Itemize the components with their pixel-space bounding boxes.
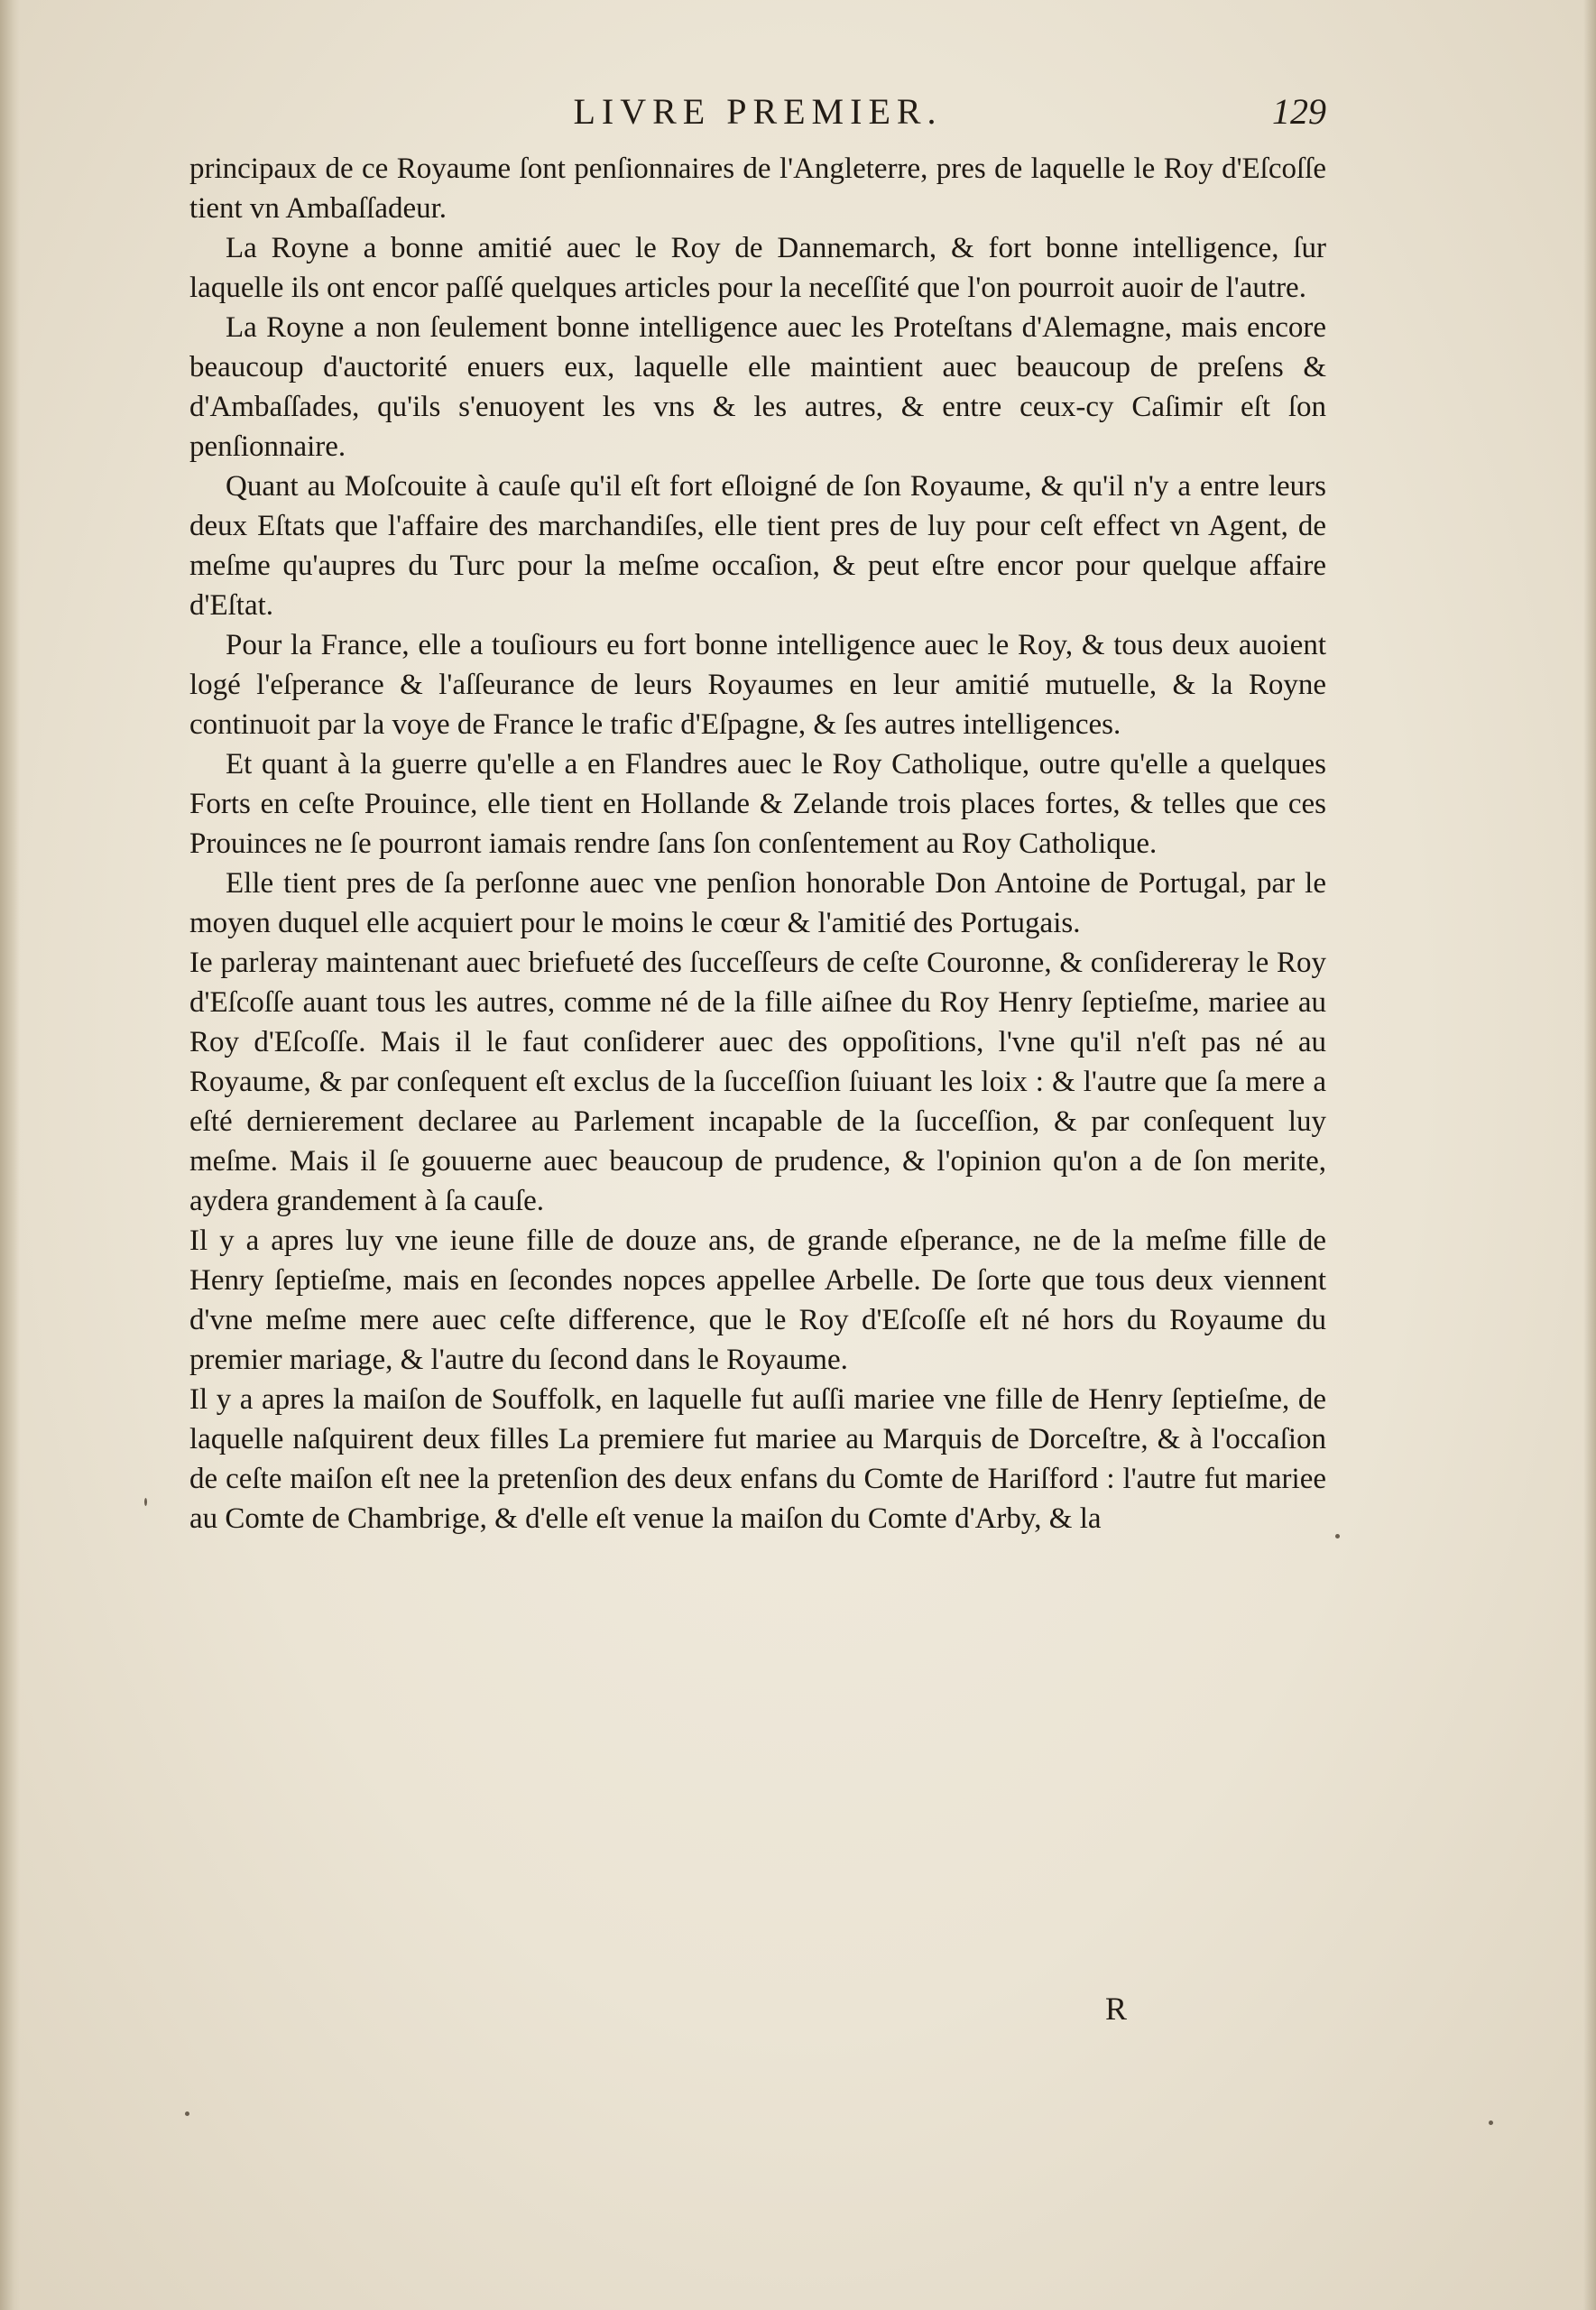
paragraph: Pour la France, elle a touſiours eu fort bonne intelligence auec le Roy, & tous deux auoient logé l'eſperance & l'aſſeurance de leurs Royaumes en leur amitié mutuelle, & la Royne continuoit par la voye de France le trafic d'Eſpagne, & ſes autres intelligences. bbox=[189, 629, 1326, 741]
running-title: LIVRE PREMIER. bbox=[573, 91, 943, 132]
page-edge-shadow bbox=[1583, 0, 1596, 2310]
paper-speck bbox=[144, 1498, 147, 1506]
page-number: 129 bbox=[1272, 91, 1326, 132]
paragraph: principaux de ce Royaume ſont penſionnaires de l'Angleterre, pres de laquelle le Roy d'Eſcoſſe tient vn Ambaſſadeur. bbox=[189, 152, 1326, 225]
page-header bbox=[189, 90, 1326, 144]
page-binding-shadow bbox=[0, 0, 20, 2310]
paper-speck bbox=[185, 2111, 189, 2116]
paper-speck bbox=[1489, 2121, 1493, 2125]
paper-speck bbox=[1335, 1534, 1340, 1538]
paragraph: La Royne a bonne amitié auec le Roy de Dannemarch, & fort bonne intelligence, ſur laquelle ils ont encor paſſé quelques articles pour la neceſſité que l'on pourroit auoir de l'autre. bbox=[189, 232, 1326, 304]
paragraph: Quant au Moſcouite à cauſe qu'il eſt fort eſloigné de ſon Royaume, & qu'il n'y a entre leurs deux Eſtats que l'affaire des marchandiſes, elle tient pres de luy pour ceſt effect vn Agent, de meſme qu'aupres du Turc pour la meſme occaſion, & peut eſtre encor pour quelque affaire d'Eſtat. bbox=[189, 470, 1326, 622]
body-text bbox=[189, 149, 1326, 1538]
paragraph: La Royne a non ſeulement bonne intelligence auec les Proteſtans d'Alemagne, mais encore beaucoup d'auctorité enuers eux, laquelle elle maintient auec beaucoup de preſens & d'Ambaſſades, qu'ils s'enuoyent les vns & les autres, & entre ceux-cy Caſimir eſt ſon penſionnaire. bbox=[189, 311, 1326, 463]
paragraph: Et quant à la guerre qu'elle a en Flandres auec le Roy Catholique, outre qu'elle a quelques Forts en ceſte Prouince, elle tient en Hollande & Zelande trois places fortes, & telles que ces Prouinces ne ſe pourront iamais rendre ſans ſon conſentement au Roy Catholique. bbox=[189, 748, 1326, 860]
paragraph: Il y a apres la maiſon de Souffolk, en laquelle fut auſſi mariee vne fille de Henry ſeptieſme, de laquelle naſquirent deux filles La premiere fut mariee au Marquis de Dorceſtre, & à l'occaſion de ceſte maiſon eſt nee la pretenſion des deux enfans du Comte de Hariſford : l'autre fut mariee au Comte de Chambrige, & d'elle eſt venue la maiſon du Comte d'Arby, & la bbox=[189, 1383, 1326, 1535]
paragraph: Ie parleray maintenant auec briefueté des ſucceſſeurs de ceſte Couronne, & conſidereray le Roy d'Eſcoſſe auant tous les autres, comme né de la fille aiſnee du Roy Henry ſeptieſme, mariee au Roy d'Eſcoſſe. Mais il le faut conſiderer auec des oppoſitions, l'vne qu'il n'eſt pas né au Royaume, & par conſequent eſt exclus de la ſucceſſion ſuiuant les loix : & l'autre que ſa mere a eſté dernierement declaree au Parlement incapable de la ſucceſſion, & par conſequent luy meſme. Mais il ſe gouuerne auec beaucoup de prudence, & l'opinion qu'on a de ſon merite, aydera grandement à ſa cauſe. bbox=[189, 947, 1326, 1217]
paragraph: Elle tient pres de ſa perſonne auec vne penſion honorable Don Antoine de Portugal, par le moyen duquel elle acquiert pour le moins le cœur & l'amitié des Portugais. bbox=[189, 867, 1326, 939]
paragraph: Il y a apres luy vne ieune fille de douze ans, de grande eſperance, ne de la meſme fille de Henry ſeptieſme, mais en ſecondes nopces appellee Arbelle. De ſorte que tous deux viennent d'vne meſme mere auec ceſte difference, que le Roy d'Eſcoſſe eſt né hors du Royaume du premier mariage, & l'autre du ſecond dans le Royaume. bbox=[189, 1224, 1326, 1376]
signature-mark: R bbox=[1105, 1991, 1128, 2027]
